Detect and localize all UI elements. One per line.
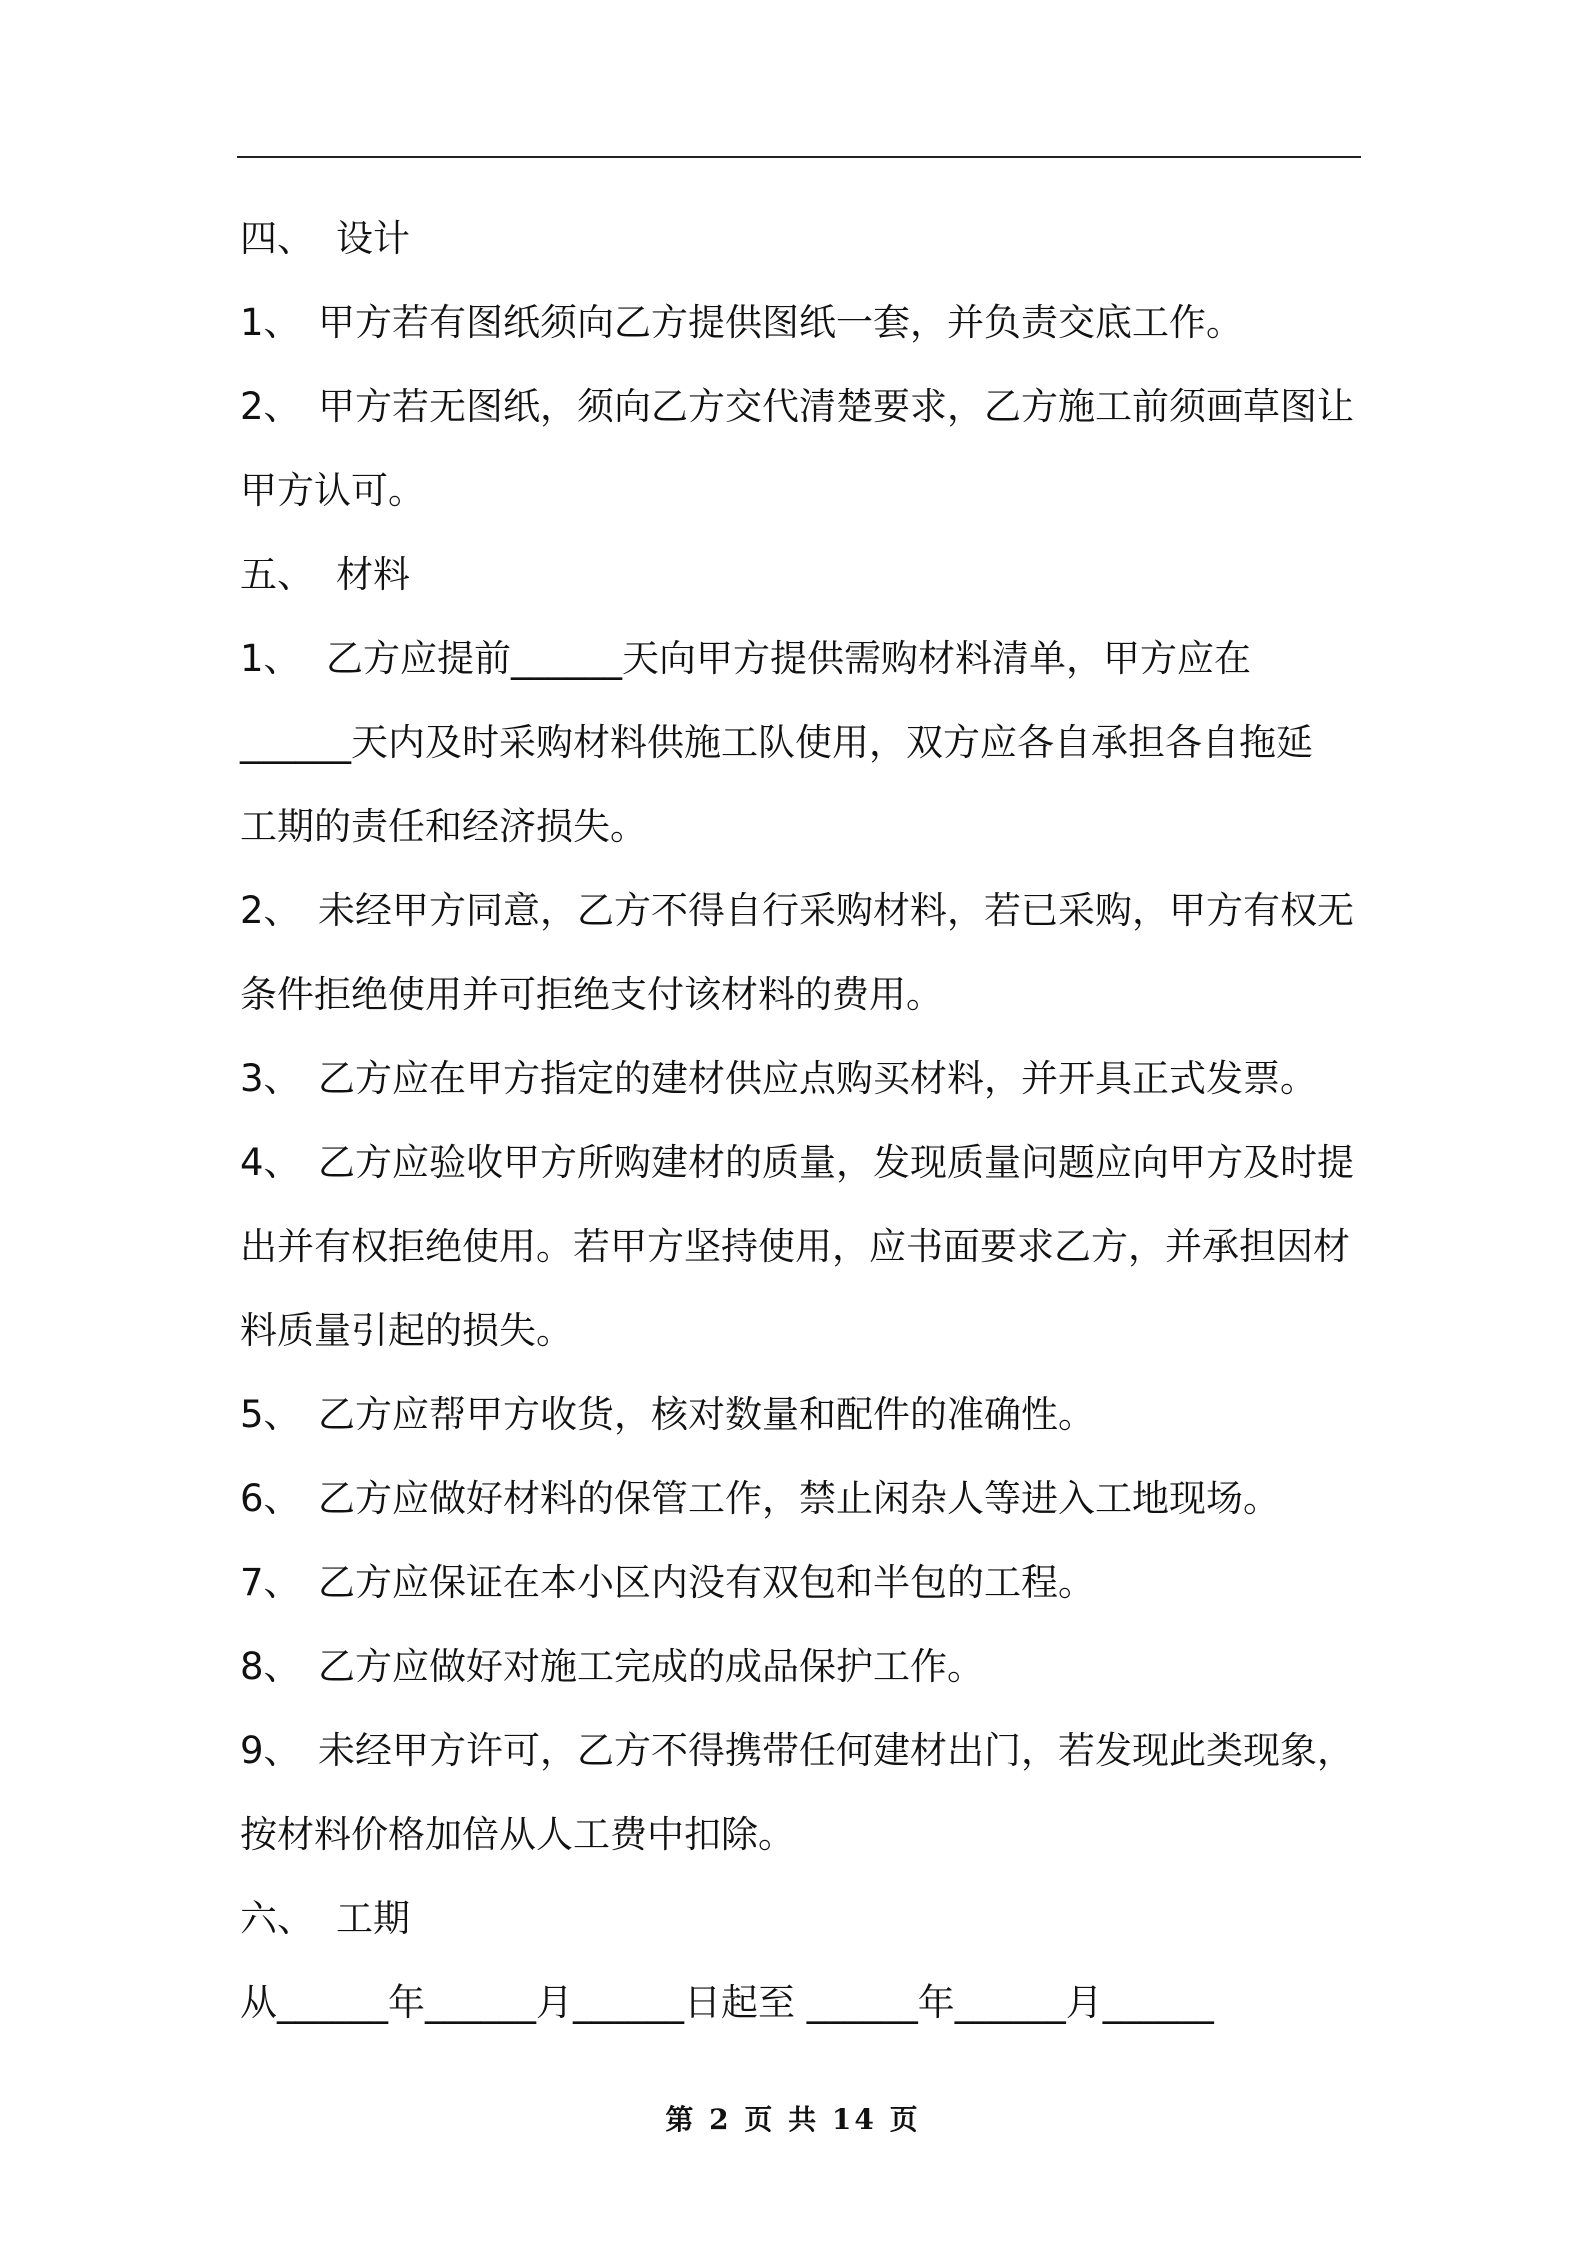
header-rule — [237, 156, 1361, 158]
section-heading-design — [240, 197, 1362, 281]
clause-text: 乙方应做好材料的保管工作，禁止闲杂人等进入工地现场。 — [318, 1477, 1280, 1520]
clause-text: 乙方应做好对施工完成的成品保护工作。 — [318, 1645, 984, 1688]
clause-text: 未经甲方同意，乙方不得自行采购材料，若已采购，甲方有权无 — [318, 889, 1354, 932]
clause-number: 6、 — [240, 1477, 301, 1520]
clause-number: 1、 — [240, 637, 301, 680]
clause-line — [240, 365, 1362, 449]
page-number-footer: 第 2 页 共 14 页 — [665, 2103, 921, 2136]
clause-text: 乙方应在甲方指定的建材供应点购买材料，并开具正式发票。 — [318, 1057, 1317, 1100]
clause-continuation: 按材料价格加倍从人工费中扣除。 — [240, 1813, 795, 1856]
clause-number: 7、 — [240, 1561, 301, 1604]
section-title: 材料 — [336, 553, 410, 596]
clause-number: 2、 — [240, 385, 301, 428]
clause-number: 8、 — [240, 1645, 301, 1688]
clause-number: 2、 — [240, 889, 301, 932]
clause-number: 3、 — [240, 1057, 301, 1100]
clause-text: 乙方应提前______天向甲方提供需购材料清单，甲方应在 — [326, 637, 1251, 680]
clause-line — [240, 617, 1362, 701]
clause-number: 9、 — [240, 1729, 301, 1772]
clause-text: 甲方若无图纸，须向乙方交代清楚要求，乙方施工前须画草图让 — [318, 385, 1354, 428]
clause-continuation: 条件拒绝使用并可拒绝支付该材料的费用。 — [240, 973, 943, 1016]
clause-continuation: 甲方认可。 — [240, 469, 425, 512]
clause-line — [240, 1457, 1362, 1541]
clause-text: 未经甲方许可，乙方不得携带任何建材出门，若发现此类现象， — [318, 1729, 1354, 1772]
clause-number: 1、 — [240, 301, 301, 344]
section-heading-materials — [240, 533, 1362, 617]
section-title: 设计 — [336, 217, 410, 260]
schedule-date-line: 从______年______月______日起至 ______年______月______ — [240, 1981, 1214, 2024]
clause-number: 5、 — [240, 1393, 301, 1436]
section-number: 五、 — [240, 553, 314, 596]
section-title: 工期 — [336, 1897, 410, 1940]
clause-continuation: 出并有权拒绝使用。若甲方坚持使用，应书面要求乙方，并承担因材 — [240, 1225, 1350, 1268]
clause-number: 4、 — [240, 1141, 301, 1184]
clause-line — [240, 1709, 1362, 1793]
clause-text: 乙方应保证在本小区内没有双包和半包的工程。 — [318, 1561, 1095, 1604]
clause-continuation: 工期的责任和经济损失。 — [240, 805, 647, 848]
section-number: 四、 — [240, 217, 314, 260]
clause-continuation: ______天内及时采购材料供施工队使用，双方应各自承担各自拖延 — [240, 721, 1313, 764]
clause-text: 乙方应帮甲方收货，核对数量和配件的准确性。 — [318, 1393, 1095, 1436]
clause-line — [240, 1625, 1362, 1709]
clause-continuation: 料质量引起的损失。 — [240, 1309, 573, 1352]
section-heading-schedule — [240, 1877, 1362, 1961]
clause-line — [240, 1373, 1362, 1457]
clause-line — [240, 281, 1362, 365]
clause-text: 乙方应验收甲方所购建材的质量，发现质量问题应向甲方及时提 — [318, 1141, 1354, 1184]
clause-line — [240, 1541, 1362, 1625]
clause-text: 甲方若有图纸须向乙方提供图纸一套，并负责交底工作。 — [318, 301, 1243, 344]
clause-line — [240, 1037, 1362, 1121]
clause-line — [240, 869, 1362, 953]
section-number: 六、 — [240, 1897, 314, 1940]
clause-line — [240, 1121, 1362, 1205]
document-body — [240, 197, 1362, 2045]
